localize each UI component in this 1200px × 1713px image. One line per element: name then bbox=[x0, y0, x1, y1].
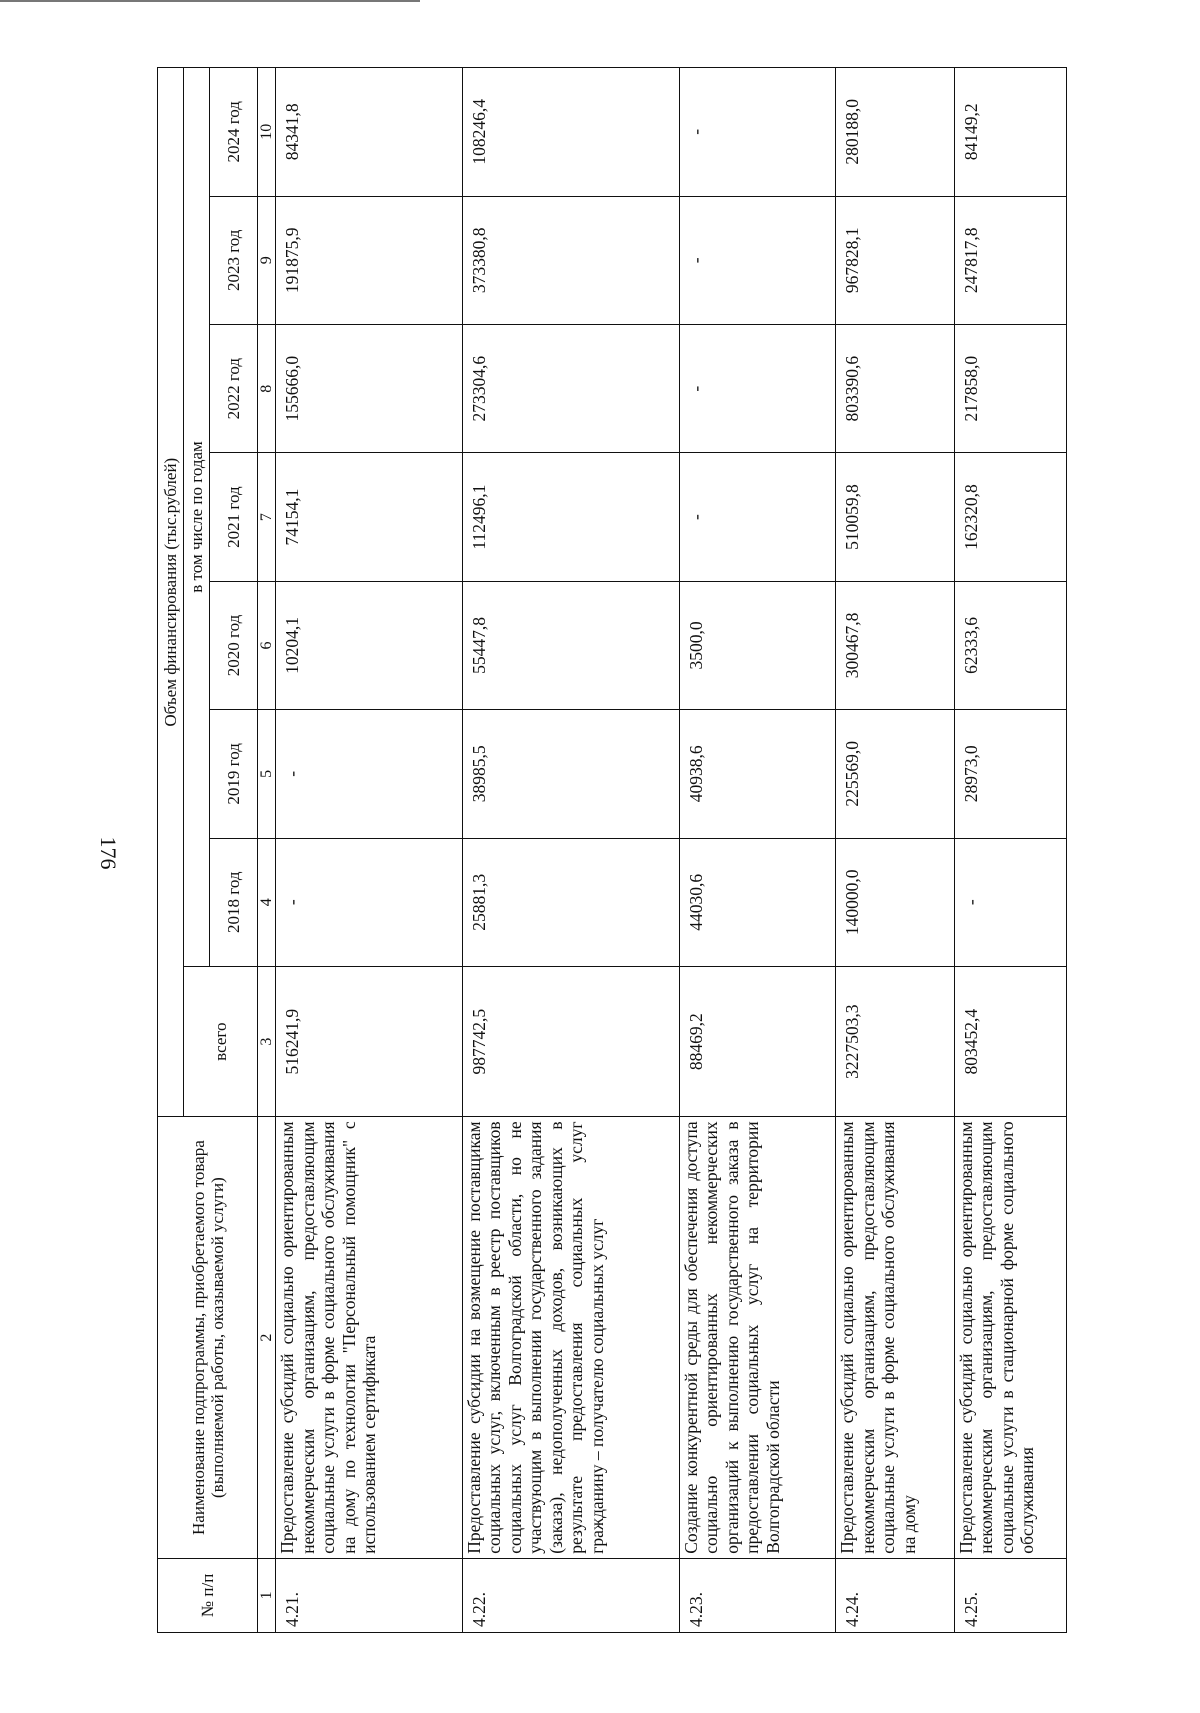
row-value: 217858,0 bbox=[954, 324, 1066, 452]
row-value: 273304,6 bbox=[462, 324, 679, 452]
row-value: 84341,8 bbox=[276, 68, 463, 197]
header-year: 2019 год bbox=[210, 710, 258, 838]
row-value: 140000,0 bbox=[836, 838, 954, 966]
row-value: 40938,6 bbox=[679, 710, 836, 838]
row-value: 225569,0 bbox=[836, 710, 954, 838]
column-number: 3 bbox=[258, 966, 276, 1116]
row-value: 967828,1 bbox=[836, 196, 954, 324]
row-value: - bbox=[679, 453, 836, 581]
row-value: 3500,0 bbox=[679, 581, 836, 709]
rotated-table-container bbox=[157, 67, 1067, 1633]
header-total: всего bbox=[184, 966, 258, 1116]
header-year: 2020 год bbox=[210, 581, 258, 709]
table-row bbox=[679, 68, 836, 1633]
row-name: Предоставление субсидий социально ориентированным некоммерческим организациям, предоставляющим социальные услуги в форме социального обслуживания на дому bbox=[836, 1117, 954, 1558]
column-numbers-row bbox=[258, 68, 276, 1633]
row-number: 4.22. bbox=[462, 1558, 679, 1632]
row-value: - bbox=[679, 68, 836, 197]
row-name: Предоставление субсидии на возмещение поставщикам социальных услуг, включенным в реестр поставщиков социальных услуг Волгоградской области, но не участвующим в выполнении государственного задания (заказа), недополученных доходов, возникающих в результате предоставления социальных услуг гражданину – получателю социальных услуг bbox=[462, 1117, 679, 1558]
header-name: Наименование подпрограммы, приобретаемого товара (выполняемой работы, оказываемой услуги) bbox=[158, 1117, 258, 1558]
row-value: 162320,8 bbox=[954, 453, 1066, 581]
row-value: 112496,1 bbox=[462, 453, 679, 581]
row-value: - bbox=[276, 710, 463, 838]
row-value: 44030,6 bbox=[679, 838, 836, 966]
row-total: 3227503,3 bbox=[836, 966, 954, 1116]
row-value: - bbox=[276, 838, 463, 966]
column-number: 6 bbox=[258, 581, 276, 709]
row-number: 4.24. bbox=[836, 1558, 954, 1632]
row-value: 191875,9 bbox=[276, 196, 463, 324]
header-year: 2021 год bbox=[210, 453, 258, 581]
column-number: 2 bbox=[258, 1117, 276, 1558]
row-value: 155666,0 bbox=[276, 324, 463, 452]
row-number: 4.23. bbox=[679, 1558, 836, 1632]
row-value: 55447,8 bbox=[462, 581, 679, 709]
row-value: 74154,1 bbox=[276, 453, 463, 581]
row-total: 803452,4 bbox=[954, 966, 1066, 1116]
column-number: 7 bbox=[258, 453, 276, 581]
column-number: 1 bbox=[258, 1558, 276, 1632]
scan-edge-line bbox=[0, 0, 420, 2]
row-value: 510059,8 bbox=[836, 453, 954, 581]
row-value: - bbox=[679, 196, 836, 324]
header-year: 2018 год bbox=[210, 838, 258, 966]
column-number: 10 bbox=[258, 68, 276, 197]
header-year: 2024 год bbox=[210, 68, 258, 197]
row-value: 10204,1 bbox=[276, 581, 463, 709]
row-number: 4.21. bbox=[276, 1558, 463, 1632]
row-value: 373380,8 bbox=[462, 196, 679, 324]
row-total: 88469,2 bbox=[679, 966, 836, 1116]
row-name: Создание конкурентной среды для обеспечения доступа социально ориентированных некоммерческих организаций к выполнению государственного заказа в предоставлении социальных услуг на территории Волгоградской области bbox=[679, 1117, 836, 1558]
column-number: 5 bbox=[258, 710, 276, 838]
page-number: 176 bbox=[96, 836, 121, 870]
row-total: 516241,9 bbox=[276, 966, 463, 1116]
header-row-1 bbox=[158, 68, 184, 1633]
header-year: 2023 год bbox=[210, 196, 258, 324]
row-value: 84149,2 bbox=[954, 68, 1066, 197]
row-total: 987742,5 bbox=[462, 966, 679, 1116]
table-row bbox=[836, 68, 954, 1633]
header-year: 2022 год bbox=[210, 324, 258, 452]
row-name: Предоставление субсидий социально ориентированным некоммерческим организациям, предоставляющим социальные услуги в форме социального обслуживания на дому по технологии "Персональный помощник" с использованием сертификата bbox=[276, 1117, 463, 1558]
row-value: 28973,0 bbox=[954, 710, 1066, 838]
header-num: № п/п bbox=[158, 1558, 258, 1632]
row-value: 25881,3 bbox=[462, 838, 679, 966]
header-funding: Объем финансирования (тыс.рублей) bbox=[158, 68, 184, 1117]
row-value: 280188,0 bbox=[836, 68, 954, 197]
row-value: 38985,5 bbox=[462, 710, 679, 838]
row-value: 62333,6 bbox=[954, 581, 1066, 709]
column-number: 4 bbox=[258, 838, 276, 966]
header-by-years: в том числе по годам bbox=[184, 68, 210, 967]
row-number: 4.25. bbox=[954, 1558, 1066, 1632]
row-value: - bbox=[954, 838, 1066, 966]
table-row bbox=[954, 68, 1066, 1633]
row-value: - bbox=[679, 324, 836, 452]
funding-table bbox=[157, 67, 1067, 1633]
row-value: 108246,4 bbox=[462, 68, 679, 197]
column-number: 9 bbox=[258, 196, 276, 324]
table-row bbox=[276, 68, 463, 1633]
table-row bbox=[462, 68, 679, 1633]
row-value: 803390,6 bbox=[836, 324, 954, 452]
row-name: Предоставление субсидий социально ориентированным некоммерческим организациям, предоставляющим социальные услуги в стационарной форме социального обслуживания bbox=[954, 1117, 1066, 1558]
row-value: 247817,8 bbox=[954, 196, 1066, 324]
column-number: 8 bbox=[258, 324, 276, 452]
row-value: 300467,8 bbox=[836, 581, 954, 709]
